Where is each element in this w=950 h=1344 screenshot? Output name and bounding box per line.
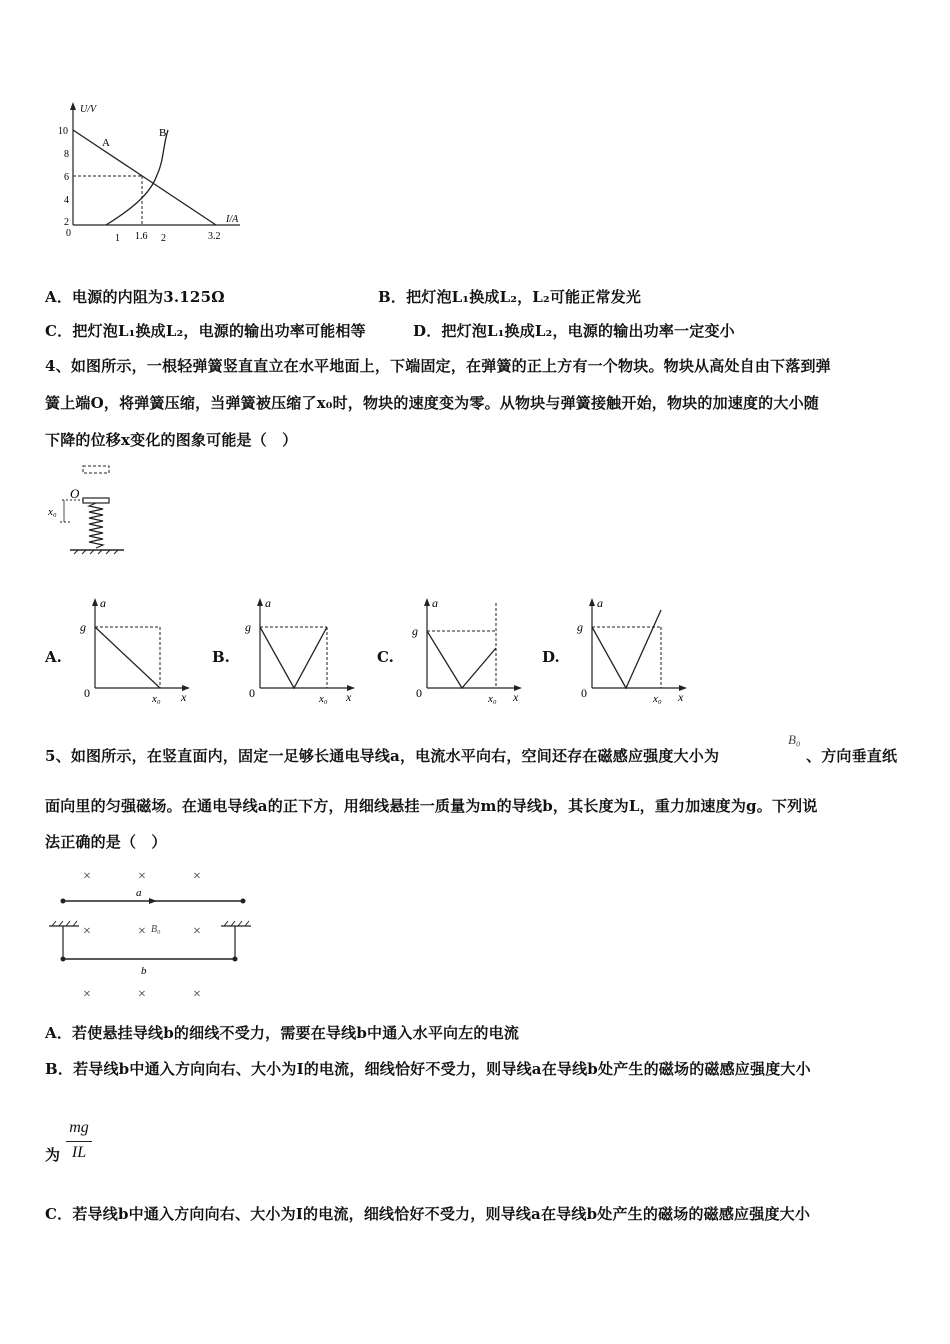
axis-g: g: [245, 620, 251, 634]
q4-graph-d: [575, 595, 690, 707]
q4-option-d-label: D.: [542, 648, 560, 666]
y-axis-label: U/V: [80, 104, 97, 115]
q3-option-d: D．把灯泡L₁换成L₂，电源的输出功率一定变小: [413, 322, 735, 340]
axis-x: x: [346, 690, 352, 704]
axis-x0: x₀: [653, 693, 662, 705]
x-tick: 1.6: [135, 231, 148, 242]
cross: ×: [83, 987, 91, 1002]
q5-b0-symbol: B₀: [788, 732, 801, 747]
label-a: A: [102, 137, 110, 149]
q4-line-3: 下降的位移x变化的图象可能是（ ）: [45, 431, 298, 449]
fraction-numerator: mg: [69, 1119, 89, 1136]
origin: 0: [416, 686, 422, 700]
q4-option-a-label: A.: [45, 648, 62, 666]
spring-o-label: O: [70, 486, 80, 501]
axis-g: g: [80, 620, 86, 634]
q3-option-c: C．把灯泡L₁换成L₂，电源的输出功率可能相等: [45, 322, 366, 340]
x-tick: 0: [66, 228, 71, 239]
x-tick: 1: [115, 233, 120, 244]
cross: ×: [83, 924, 91, 939]
cross: ×: [83, 869, 91, 884]
q4-option-c-label: C.: [377, 648, 394, 666]
wire-a-label: a: [136, 887, 142, 899]
q3-option-b: B．把灯泡L₁换成L₂，L₂可能正常发光: [378, 288, 642, 306]
ui-graph: [40, 100, 260, 250]
q4-line-1: 4、如图所示，一根轻弹簧竖直直立在水平地面上，下端固定，在弹簧的正上方有一个物块。物块从高处自由下落到弹: [45, 357, 831, 375]
cross: ×: [193, 924, 201, 939]
axis-x0: x₀: [319, 693, 328, 705]
cross: ×: [138, 987, 146, 1002]
q5-option-b-wei: 为: [45, 1146, 61, 1164]
spring-x0-label: x₀: [48, 506, 57, 518]
q4-graph-b: [243, 595, 358, 707]
wire-b-label: b: [141, 965, 147, 977]
q5-line-2: 面向里的匀强磁场。在通电导线a的正下方，用细线悬挂一质量为m的导线b，其长度为L，重力加速度为g。下列说: [45, 797, 818, 815]
cross: ×: [138, 869, 146, 884]
q5-line-1-pre: 5、如图所示，在竖直面内，固定一足够长通电导线a，电流水平向右，空间还存在磁感应强度大小为: [45, 747, 720, 765]
axis-x0: x₀: [152, 693, 161, 705]
fraction-denominator: IL: [71, 1144, 87, 1161]
q3-option-a: A．电源的内阻为3.125Ω: [45, 288, 225, 306]
q5-line-1-post: 、方向垂直纸: [806, 747, 898, 765]
y-tick: 8: [64, 149, 69, 160]
q5-option-b: B．若导线b中通入方向向右、大小为I的电流，细线恰好不受力，则导线a在导线b处产生的磁场的磁感应强度大小: [45, 1060, 811, 1078]
origin: 0: [84, 686, 90, 700]
q5-option-c: C．若导线b中通入方向向右、大小为I的电流，细线恰好不受力，则导线a在导线b处产生的磁场的磁感应强度大小: [45, 1205, 811, 1223]
fraction-bar: [66, 1141, 92, 1142]
axis-a: a: [100, 596, 106, 610]
cross: ×: [193, 869, 201, 884]
wire-figure: [45, 862, 265, 1007]
axis-a: a: [432, 596, 438, 610]
q4-option-b-label: B.: [212, 648, 230, 666]
axis-x: x: [181, 690, 187, 704]
q5-option-a: A．若使悬挂导线b的细线不受力，需要在导线b中通入水平向左的电流: [45, 1024, 520, 1042]
y-tick: 4: [64, 195, 69, 206]
spring-figure: [42, 462, 132, 562]
x-tick: 3.2: [208, 231, 221, 242]
y-tick: 2: [64, 217, 69, 228]
x-tick: 2: [161, 233, 166, 244]
axis-g: g: [412, 624, 418, 638]
graph-d-line: [592, 610, 661, 688]
y-tick: 6: [64, 172, 69, 183]
axis-x: x: [513, 690, 519, 704]
b0-label: B₀: [151, 924, 161, 935]
origin: 0: [249, 686, 255, 700]
curve-b: [106, 130, 168, 225]
axis-a: a: [265, 596, 271, 610]
q4-graph-a: [78, 595, 193, 707]
graph-b-line: [260, 627, 327, 688]
q4-line-2: 簧上端O，将弹簧压缩，当弹簧被压缩了x₀时，物块的速度变为零。从物块与弹簧接触开始，物块的加速度的大小随: [45, 394, 819, 412]
axis-x: x: [678, 690, 684, 704]
x-axis-label: I/A: [226, 214, 239, 225]
axis-g: g: [577, 620, 583, 634]
q4-graph-c: [410, 595, 525, 707]
graph-c-line: [427, 631, 496, 688]
axis-x0: x₀: [488, 693, 497, 705]
spring-coil: [89, 503, 103, 548]
cross: ×: [138, 924, 146, 939]
origin: 0: [581, 686, 587, 700]
label-b: B: [159, 127, 167, 139]
y-tick: 10: [58, 126, 68, 137]
axis-a: a: [597, 596, 603, 610]
q5-line-3: 法正确的是（ ）: [45, 833, 167, 851]
cross: ×: [193, 987, 201, 1002]
line-a: [73, 130, 216, 225]
graph-a-line: [95, 627, 160, 688]
